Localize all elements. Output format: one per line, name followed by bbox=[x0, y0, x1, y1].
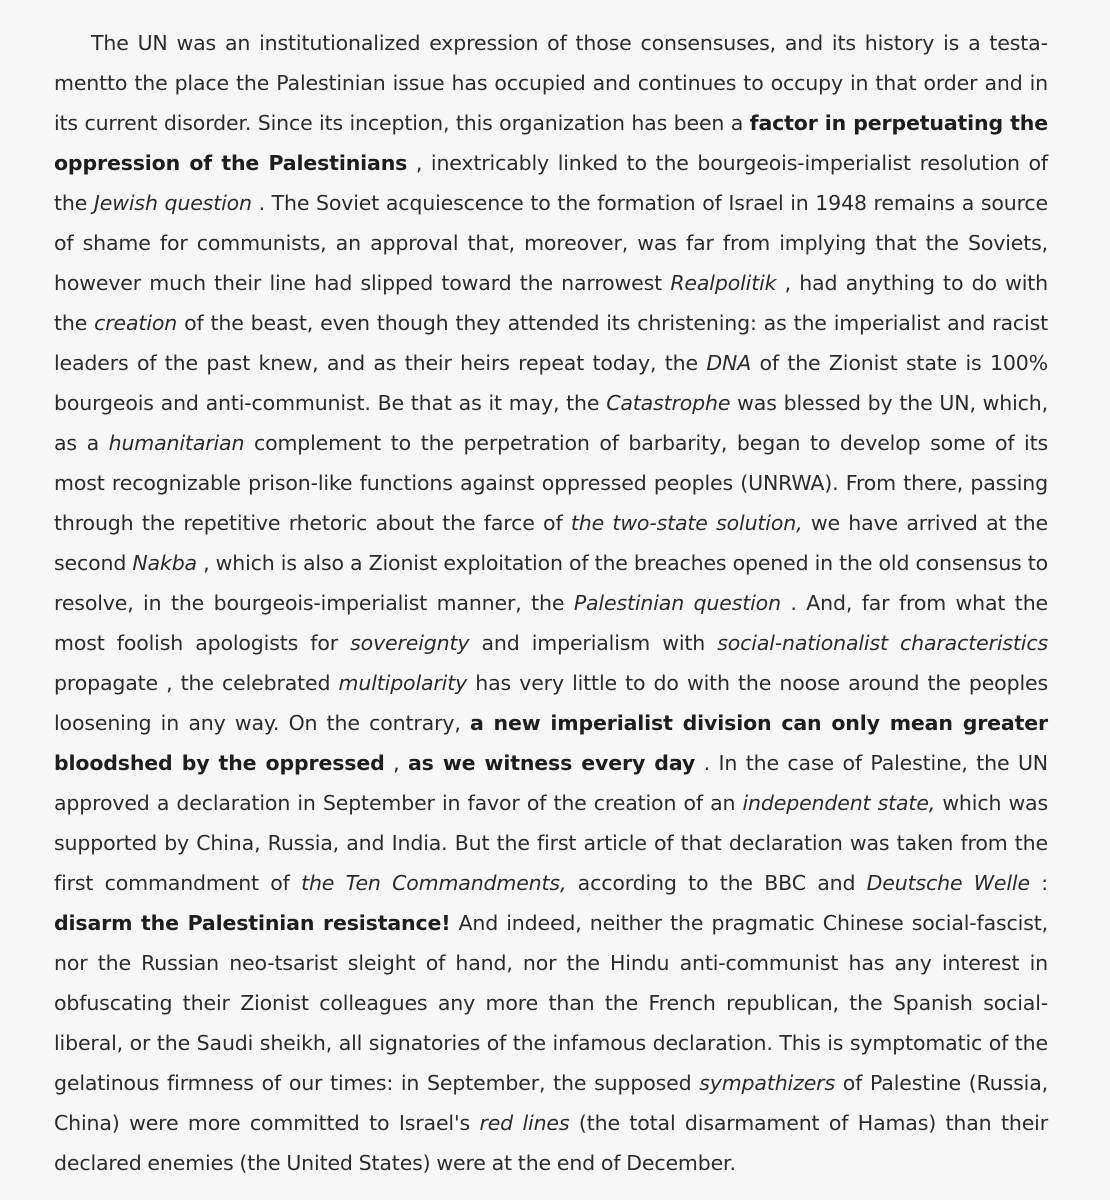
text-run: according to the BBC and bbox=[566, 871, 867, 895]
italic-text: social-nationalist characteristics bbox=[717, 631, 1048, 655]
text-run: of the Zionist state is 100% bourgeois and anti-communist. Be that as it may, the bbox=[54, 351, 1048, 415]
text-run: . In the case of Palestine, the UN approved a declaration in September in favor of the creation of an bbox=[54, 751, 1048, 815]
italic-text: Deutsche Welle bbox=[866, 871, 1030, 895]
italic-text: Jewish question bbox=[93, 191, 252, 215]
italic-text: Realpolitik bbox=[670, 271, 777, 295]
italic-text: creation bbox=[94, 311, 178, 335]
italic-text: sovereignty bbox=[350, 631, 470, 655]
text-run: , bbox=[384, 751, 408, 775]
text-run: complement to the perpetration of barbarity, began to develop some of its most recognizable prison-like functions against oppressed peoples (UNRWA). From there, passing through the repetitive rhetoric about the farce of bbox=[54, 431, 1049, 535]
italic-text: humanitarian bbox=[108, 431, 245, 455]
bold-text: disarm the Palestinian resistance! bbox=[54, 911, 451, 935]
article-paragraph bbox=[54, 23, 1048, 1183]
text-run: and imperialism with bbox=[469, 631, 718, 655]
italic-text: Nakba bbox=[132, 551, 197, 575]
text-run: which was supported by China, Russia, and India. But the first article of that declaration was taken from the first commandment of bbox=[54, 791, 1049, 895]
italic-text: Catastrophe bbox=[606, 391, 731, 415]
text-run: : bbox=[1029, 871, 1049, 895]
text-run: The UN was an institutionalized expression of those consensuses, and its history is a testamentto the place the Palestinian issue has occupied and continues to occupy in that order and in its current disorder. Since its inception, this organization has been a bbox=[54, 31, 1048, 135]
text-run: of Palestine (Russia, China) were more committed to Israel's bbox=[54, 1071, 1048, 1135]
text-run: (the total disarmament of Hamas) than their declared enemies (the United States) were at the end of December. bbox=[54, 1111, 1048, 1175]
italic-text: independent state, bbox=[742, 791, 936, 815]
italic-text: the Ten Commandments, bbox=[301, 871, 567, 895]
text-run: , had anything to do with the bbox=[54, 271, 1048, 335]
italic-text: DNA bbox=[706, 351, 752, 375]
italic-text: the two-state solution, bbox=[570, 511, 803, 535]
italic-text: Palestinian question bbox=[573, 591, 781, 615]
italic-text: sympathizers bbox=[699, 1071, 835, 1095]
italic-text: red lines bbox=[479, 1111, 570, 1135]
text-run: has very little to do with the noose around the peoples loosening in any way. On the contrary, bbox=[54, 671, 1048, 735]
text-run: we have arrived at the second bbox=[54, 511, 1048, 575]
bold-text: a new imperialist division can only mean greater bloodshed by the oppressed bbox=[54, 711, 1048, 775]
text-run: . The Soviet acquiescence to the formation of Israel in 1948 remains a source of shame for communists, an approval that, moreover, was far from implying that the Soviets, however much their line had slipped toward the narrowest bbox=[54, 191, 1048, 295]
text-run: of the beast, even though they attended its christening: as the imperialist and racist leaders of the past knew, and as their heirs repeat today, the bbox=[54, 311, 1048, 375]
bold-text: as we witness every day bbox=[408, 751, 696, 775]
text-run: propagate , the celebrated bbox=[54, 671, 339, 695]
text-run: , inextricably linked to the bourgeois-imperialist resolution of the bbox=[54, 151, 1048, 215]
text-run: was blessed by the UN, which, as a bbox=[54, 391, 1048, 455]
text-run: And indeed, neither the pragmatic Chinese social-fascist, nor the Russian neo-tsarist sleight of hand, nor the Hindu anti-communist has any interest in obfuscating their Zionist colleagues any more than the French republican, the Spanish social-liberal, or the Saudi sheikh, all signatories of the infamous declaration. This is symptomatic of the gelatinous firmness of our times: in September, the supposed bbox=[54, 911, 1048, 1095]
italic-text: multipolarity bbox=[338, 671, 468, 695]
text-run: . And, far from what the most foolish apologists for bbox=[54, 591, 1048, 655]
bold-text: factor in perpetuating the oppression of the Palestinians bbox=[54, 111, 1048, 175]
text-run: , which is also a Zionist exploitation of the breaches opened in the old consensus to resolve, in the bourgeois-imperialist manner, the bbox=[54, 551, 1049, 615]
